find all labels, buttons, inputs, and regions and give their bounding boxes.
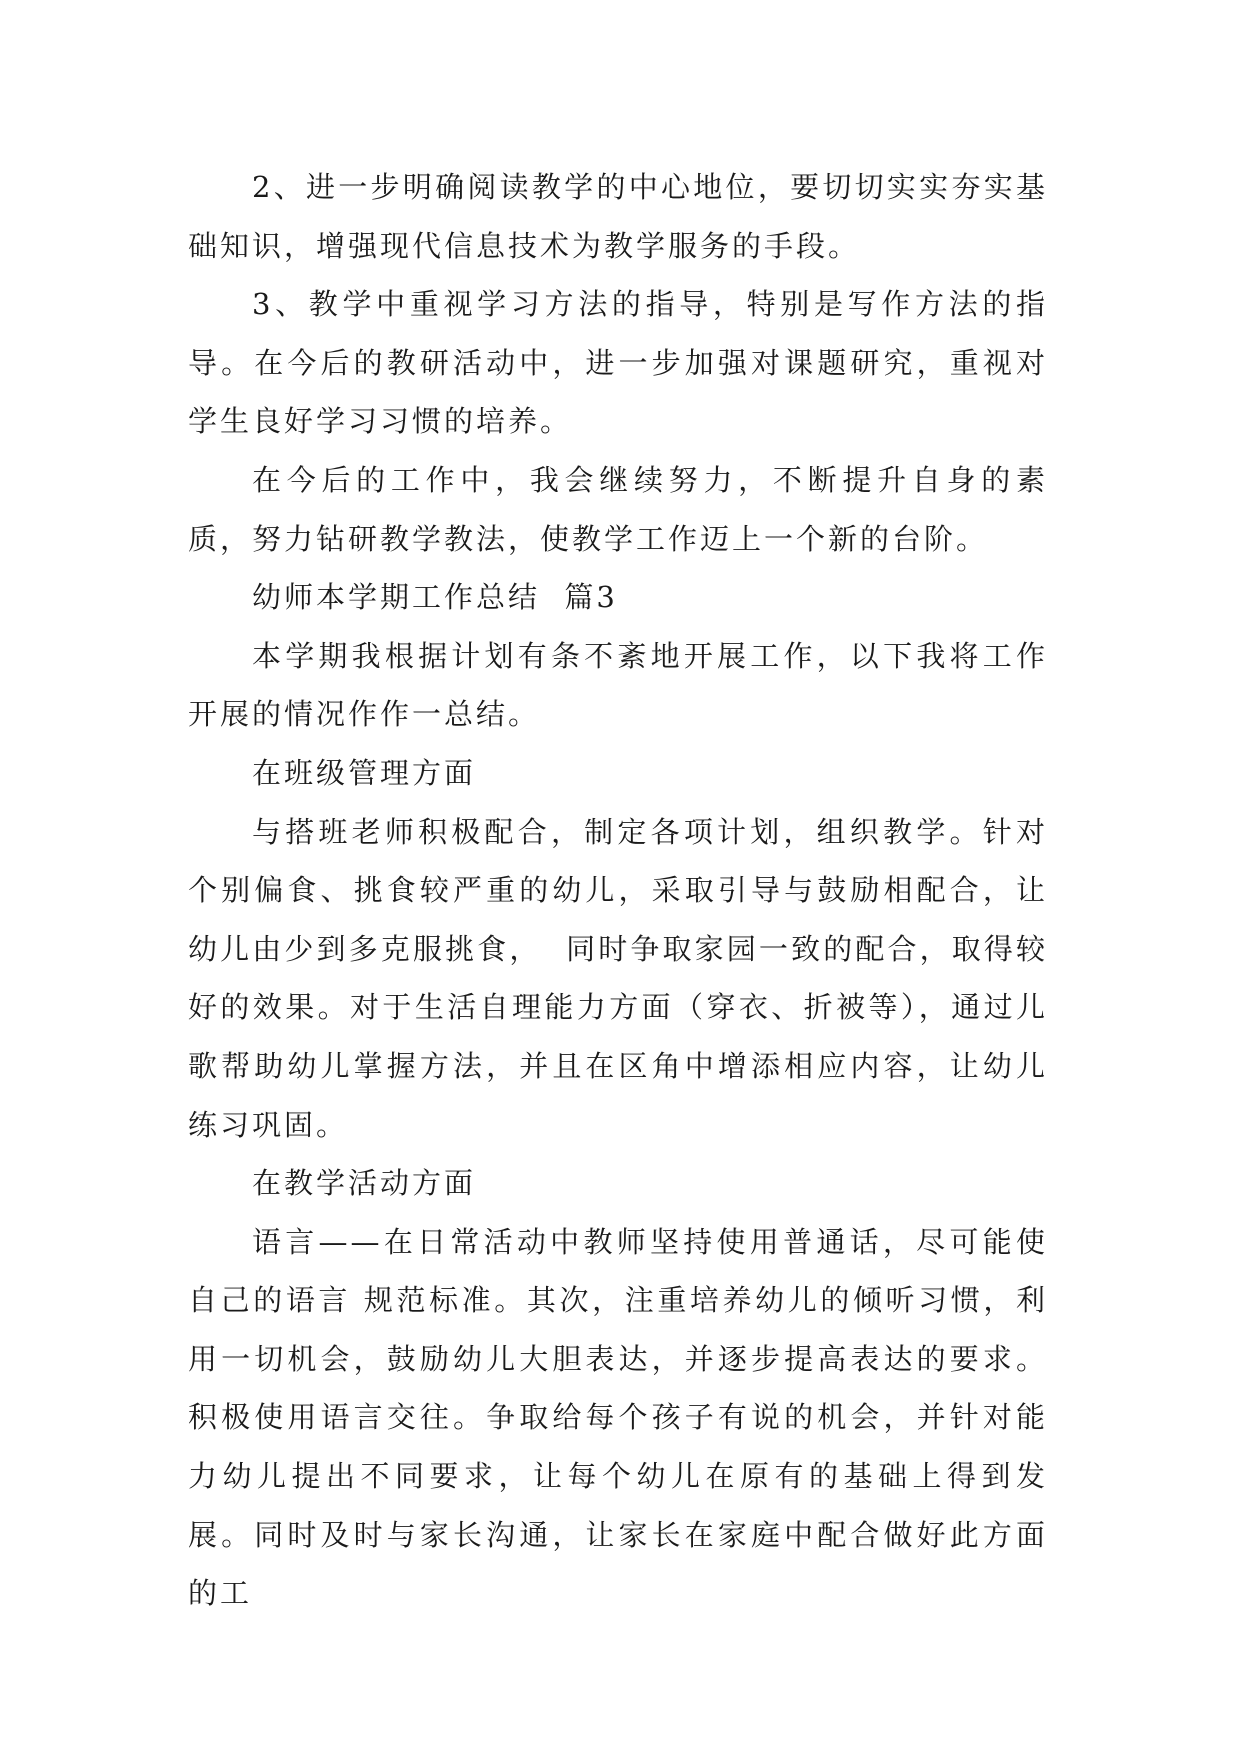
document-body bbox=[188, 158, 1048, 1623]
paragraph-language: 语言——在日常活动中教师坚持使用普通话，尽可能使自己的语言 规范标准。其次，注重培养幼儿的倾听习惯，利用一切机会，鼓励幼儿大胆表达，并逐步提高表达的要求。积极使用语言交往。争取给每个孩子有说的机会，并针对能力幼儿提出不同要求，让每个幼儿在原有的基础上得到发展。同时及时与家长沟通，让家长在家庭中配合做好此方面的工 bbox=[188, 1224, 1048, 1611]
paragraph-semester-intro: 本学期我根据计划有条不紊地开展工作，以下我将工作开展的情况作作一总结。 bbox=[188, 638, 1048, 732]
paragraph-future-work: 在今后的工作中，我会继续努力，不断提升自身的素质，努力钻研教学教法，使教学工作迈上一个新的台阶。 bbox=[188, 462, 1048, 556]
paragraph-learning-methods: 3、教学中重视学习方法的指导，特别是写作方法的指导。在今后的教研活动中，进一步加强对课题研究，重视对学生良好学习习惯的培养。 bbox=[188, 287, 1048, 439]
paragraph-class-management: 与搭班老师积极配合，制定各项计划，组织教学。针对个别偏食、挑食较严重的幼儿，采取引导与鼓励相配合，让幼儿由少到多克服挑食， 同时争取家园一致的配合，取得较好的效果。对于生活自理能力方面（穿衣、折被等），通过儿歌帮助幼儿掌握方法，并且在区角中增添相应内容，让幼儿练习巩固。 bbox=[188, 814, 1048, 1142]
paragraph-reading-teaching: 2、进一步明确阅读教学的中心地位，要切切实实夯实基础知识，增强现代信息技术为教学服务的手段。 bbox=[188, 170, 1048, 263]
subheading-class-management: 在班级管理方面 bbox=[252, 755, 477, 790]
subheading-teaching-activities: 在教学活动方面 bbox=[252, 1166, 477, 1201]
section-heading-article-3: 幼师本学期工作总结 篇3 bbox=[252, 580, 618, 615]
